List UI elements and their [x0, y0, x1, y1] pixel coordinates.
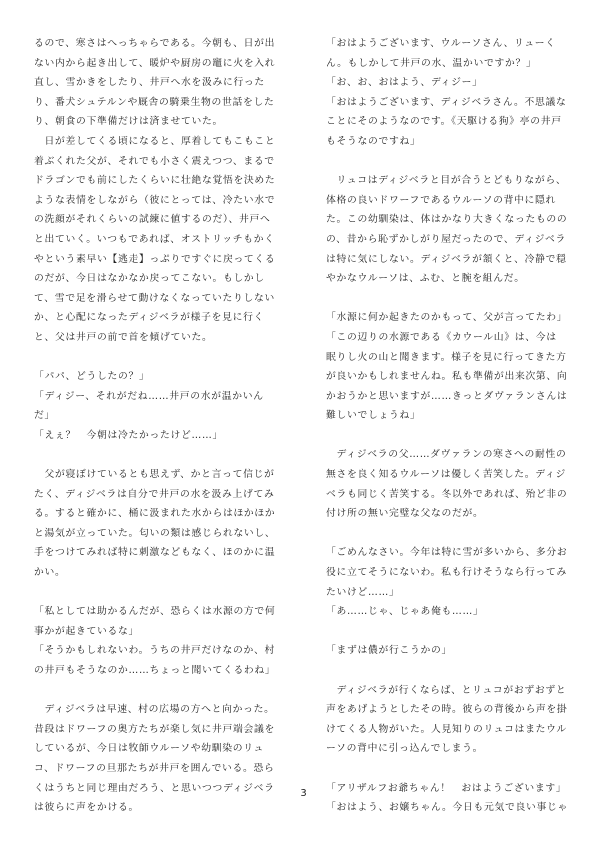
- text-line: [34, 445, 284, 465]
- text-line: 声をあげようとしたその時。彼らの背後から声を掛: [326, 704, 568, 716]
- text-line: しているが、今日は牧師ウルーソや幼馴染のリュ: [34, 743, 264, 755]
- page-number: 3: [300, 788, 307, 799]
- text-line: やかなウルーソは、ふむ、と腕を組んだ。: [326, 273, 525, 285]
- text-line: 「そうかもしれないわ。うちの井戸だけなのか、村: [34, 645, 276, 657]
- text-line: ドラゴンでも前にしたくらいに壮絶な覚悟を決めた: [34, 175, 276, 187]
- text-line: [326, 622, 576, 642]
- text-line: か、と心配になったディジベラが様子を見に行く: [34, 312, 265, 324]
- text-line: 難しいでしょうね」: [326, 410, 421, 422]
- text-line: 「パパ、どうしたの？」: [34, 371, 150, 383]
- text-line: の洗顔がそれくらいの試練に値するのだ）、井戸へ: [34, 214, 271, 226]
- text-line: リュコはディジベラと目が合うとどもりながら、: [326, 175, 567, 187]
- text-line: 手をつけてみれば特に刺激などもなく、ほのかに温: [34, 547, 276, 559]
- text-line: 「ディジー、それがだね……井戸の水が温かいん: [34, 390, 264, 402]
- text-line: 父が寝ぼけているとも思えず、かと言って信じが: [34, 469, 275, 481]
- text-line: たく、ディジベラは自分で井戸の水を汲み上げてみ: [34, 488, 275, 500]
- text-line: ディジベラは早速、村の広場の方へと向かった。: [34, 704, 275, 716]
- text-line: 無さを良く知るウルーソは優しく苦笑した。ディジ: [326, 469, 566, 481]
- text-line: のだが、今日はなかなか戻ってこない。もしかし: [34, 273, 265, 285]
- right-text-column: [326, 34, 576, 818]
- text-line: ない内から起き出して、暖炉や厨房の竈に火を入れ: [34, 57, 276, 69]
- text-line: は特に気にしない。ディジベラが頷くと、冷静で穏: [326, 253, 567, 265]
- text-line: 体格の良いドワーフであるウルーソの背中に隠れ: [326, 194, 557, 206]
- text-line: た。この幼馴染は、体はかなり大きくなったものの: [326, 214, 568, 226]
- text-line: 役に立てそうにないわ。私も行けそうなら行ってみ: [326, 567, 568, 579]
- text-line: 「水源に何か起きたのかもって、父が言ってたわ」: [326, 312, 568, 324]
- text-line: 着ぶくれた父が、それでも小さく震えつつ、まるで: [34, 155, 275, 167]
- text-line: と湯気が立っていた。匂いの類は感じられないし、: [34, 527, 276, 539]
- text-line: かおうかと思いますが……きっとダヴァランさんは: [326, 390, 568, 402]
- text-line: 付け所の無い完璧な父なのだが。: [326, 508, 484, 520]
- text-line: ことにそのようなのです。《天駆ける狗》亭の井戸: [326, 116, 562, 128]
- text-line: 直し、雪かきをしたり、井戸へ水を汲みに行った: [34, 77, 265, 89]
- text-line: ような表情をしながら（彼にとっては、冷たい水で: [34, 194, 276, 206]
- text-line: ん。もしかして井戸の水、温かいですか？」: [326, 57, 537, 69]
- text-line: は彼らに声をかける。: [34, 802, 139, 814]
- text-line: が良いかもしれませんね。私も準備が出来次第、向: [326, 371, 568, 383]
- left-text-column: [34, 34, 284, 818]
- text-line: [326, 661, 576, 681]
- text-line: り、朝食の下準備だけは済ませていた。: [34, 116, 223, 128]
- text-line: [326, 426, 576, 446]
- text-line: [326, 289, 576, 309]
- text-line: 「私としては助かるんだが、恐らくは水源の方で何: [34, 606, 276, 618]
- text-line: ディジベラの父……ダヴァランの寒さへの耐性の: [326, 449, 567, 461]
- text-line: と、父は井戸の前で首を傾げていた。: [34, 331, 213, 343]
- text-line: 事かが起きているな」: [34, 625, 139, 637]
- text-line: ベラも同じく苦笑する。冬以外であれば、殆ど非の: [326, 488, 568, 500]
- text-line: 「まずは儂が行こうかの」: [326, 645, 452, 657]
- text-line: たいけど……」: [326, 586, 400, 598]
- text-line: けてくる人物がいた。人見知りのリュコはまたウル: [326, 723, 567, 735]
- text-line: 「この辺りの水源である《カウール山》は、今は: [326, 331, 557, 343]
- text-line: だ」: [34, 410, 55, 422]
- text-line: る。すると確かに、桶に汲まれた水からはほかほか: [34, 508, 276, 520]
- text-line: もそうなのですね」: [326, 135, 421, 147]
- text-line: 「あ……じゃ、じゃあ俺も……」: [326, 606, 484, 618]
- text-line: [34, 583, 284, 603]
- text-line: 「えぇ？ 今朝は冷たかったけど……」: [34, 429, 223, 441]
- text-line: 「お、お、おはよう、ディジー」: [326, 77, 483, 89]
- text-line: ディジベラが行くならば、とリュコがおずおずと: [326, 684, 567, 696]
- text-line: 眠りし火の山と聞きます。様子を見に行ってきた方: [326, 351, 567, 363]
- text-line: 昔段はドワーフの奥方たちが楽し気に井戸端会議を: [34, 723, 275, 735]
- text-line: り、番犬シュテルンや厩舎の騎乗生物の世話をした: [34, 96, 275, 108]
- text-line: くはうちと同じ理由だろう、と思いつつディジベラ: [34, 782, 275, 794]
- text-line: かい。: [34, 567, 66, 579]
- text-line: て、雪で足を滑らせて動けなくなっていたりしない: [34, 292, 275, 304]
- text-line: 日が差してくる頃になると、厚着してもこもこと: [34, 135, 276, 147]
- text-line: コ、ドワーフの旦那たちが井戸を囲んでいる。恐ら: [34, 762, 275, 774]
- text-line: 「おはようございます、ディジベラさん。不思議な: [326, 96, 567, 108]
- text-line: [34, 681, 284, 701]
- text-line: 「おはようございます、ウルーソさん、リューく: [326, 38, 556, 49]
- text-line: [326, 524, 576, 544]
- text-line: [326, 759, 576, 779]
- text-line: やという素早い【逃走】っぷりですぐに戻ってくる: [34, 253, 276, 265]
- text-line: [326, 152, 576, 172]
- text-line: の、昔から恥ずかしがり屋だったので、ディジベラ: [326, 233, 567, 245]
- text-line: 「おはよう、お嬢ちゃん。今日も元気で良い事じゃ: [326, 802, 569, 814]
- text-line: の井戸もそうなのか……ちょっと聞いてくるわね」: [34, 665, 276, 676]
- text-line: 「ごめんなさい。今年は特に雪が多いから、多分お: [326, 547, 568, 559]
- text-line: 「アリザルフお爺ちゃん！ おはようございます」: [326, 782, 567, 794]
- text-line: るので、寒さはへっちゃらである。今朝も、日が出: [34, 38, 276, 49]
- text-line: ーソの背中に引っ込んでしまう。: [326, 743, 484, 755]
- text-line: と出ていく。いつもであれば、オストリッチもかく: [34, 233, 275, 245]
- text-line: [34, 348, 284, 368]
